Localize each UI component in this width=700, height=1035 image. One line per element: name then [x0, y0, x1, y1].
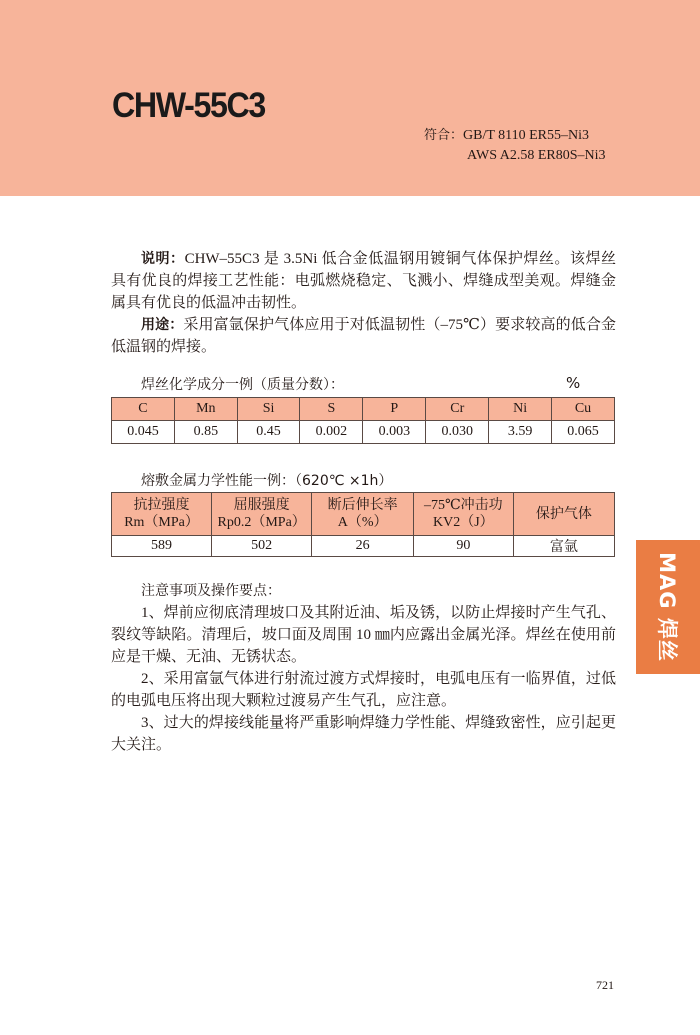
description-label: 说明：	[141, 251, 185, 267]
chem-header-cell: Si	[237, 398, 300, 421]
chem-value-cell: 0.065	[551, 421, 614, 444]
mech-header-cell	[513, 493, 614, 536]
standard-gb: GB/T 8110 ER55–Ni3	[463, 128, 590, 143]
mechanical-value-row	[112, 536, 615, 557]
mech-header-line1: 抗拉强度	[133, 498, 190, 513]
chem-value-cell: 0.045	[112, 421, 175, 444]
page-number: 721	[596, 978, 614, 992]
mech-value-cell: 富氩	[513, 536, 614, 557]
chem-value-cell: 0.85	[174, 421, 237, 444]
mech-value-cell: 26	[312, 536, 414, 557]
mech-value-cell: 90	[414, 536, 514, 557]
mech-header-line2: Rm（MPa）	[124, 515, 199, 530]
standard-aws: AWS A2.58 ER80S–Ni3	[467, 148, 606, 163]
chem-header-cell: Cu	[551, 398, 614, 421]
mech-header-line2: Rp0.2（MPa）	[217, 515, 306, 530]
standard-gb-row	[424, 126, 606, 146]
mech-header-line1: 断后伸长率	[327, 498, 398, 513]
chem-header-cell: P	[363, 398, 426, 421]
mech-value-cell: 589	[112, 536, 212, 557]
note-item: 1、焊前应彻底清理坡口及其附近油、垢及锈，以防止焊接时产生气孔、裂纹等缺陷。清理后，坡口面及周围 10 ㎜内应露出金属光泽。焊丝在使用前应是干燥、无油、无锈状态。	[111, 605, 616, 665]
usage-label: 用途：	[141, 317, 184, 333]
description-block	[111, 248, 616, 358]
chem-value-cell: 0.002	[300, 421, 363, 444]
product-title: CHW-55C3	[112, 86, 265, 125]
side-tab-label: MAG 焊丝	[655, 552, 679, 662]
mech-header-cell	[414, 493, 514, 536]
chemistry-unit: %	[566, 374, 581, 392]
mechanical-header-row	[112, 493, 615, 536]
description-paragraph	[111, 248, 616, 314]
standards-block	[424, 126, 606, 166]
chem-value-cell: 0.45	[237, 421, 300, 444]
chem-header-cell: Mn	[174, 398, 237, 421]
header-band	[0, 0, 700, 196]
note-item: 3、过大的焊接线能量将严重影响焊缝力学性能、焊缝致密性，应引起更大关注。	[111, 715, 616, 753]
chem-header-cell: Cr	[426, 398, 489, 421]
mech-value-cell: 502	[212, 536, 312, 557]
notes-block	[111, 580, 616, 756]
side-category-tab	[636, 540, 700, 674]
chemistry-value-row	[112, 421, 615, 444]
chem-value-cell: 0.030	[426, 421, 489, 444]
chem-value-cell: 0.003	[363, 421, 426, 444]
chemistry-table	[111, 397, 615, 444]
notes-title: 注意事项及操作要点：	[141, 583, 281, 599]
mechanical-title: 熔敷金属力学性能一例：（620℃ ×1h）	[141, 473, 393, 489]
chem-header-cell: Ni	[489, 398, 552, 421]
usage-paragraph	[111, 314, 616, 358]
mech-header-line1: 屈服强度	[233, 498, 290, 513]
mech-header-cell	[112, 493, 212, 536]
chemistry-header-row	[112, 398, 615, 421]
mech-header-cell	[312, 493, 414, 536]
mech-header-line2: A（%）	[337, 515, 388, 530]
usage-text: 采用富氩保护气体应用于对低温韧性（–75℃）要求较高的低合金低温钢的焊接。	[111, 317, 616, 355]
mech-header-line1: –75℃冲击功	[424, 498, 503, 513]
chemistry-title: 焊丝化学成分一例（质量分数）：	[141, 377, 344, 393]
chem-value-cell: 3.59	[489, 421, 552, 444]
chem-header-cell: S	[300, 398, 363, 421]
mech-header-line2: KV2（J）	[433, 515, 494, 530]
mech-header-cell	[212, 493, 312, 536]
mechanical-table	[111, 492, 615, 557]
chem-header-cell: C	[112, 398, 175, 421]
note-item: 2、采用富氩气体进行射流过渡方式焊接时，电弧电压有一临界值，过低的电弧电压将出现大颗粒过渡易产生气孔，应注意。	[111, 671, 616, 709]
standards-label: 符合：	[424, 128, 464, 143]
description-text: CHW–55C3 是 3.5Ni 低合金低温钢用镀铜气体保护焊丝。该焊丝具有优良的焊接工艺性能：电弧燃烧稳定、飞溅小、焊缝成型美观。焊缝金属具有优良的低温冲击韧性。	[111, 251, 616, 311]
mech-header-line1: 保护气体	[535, 506, 592, 522]
